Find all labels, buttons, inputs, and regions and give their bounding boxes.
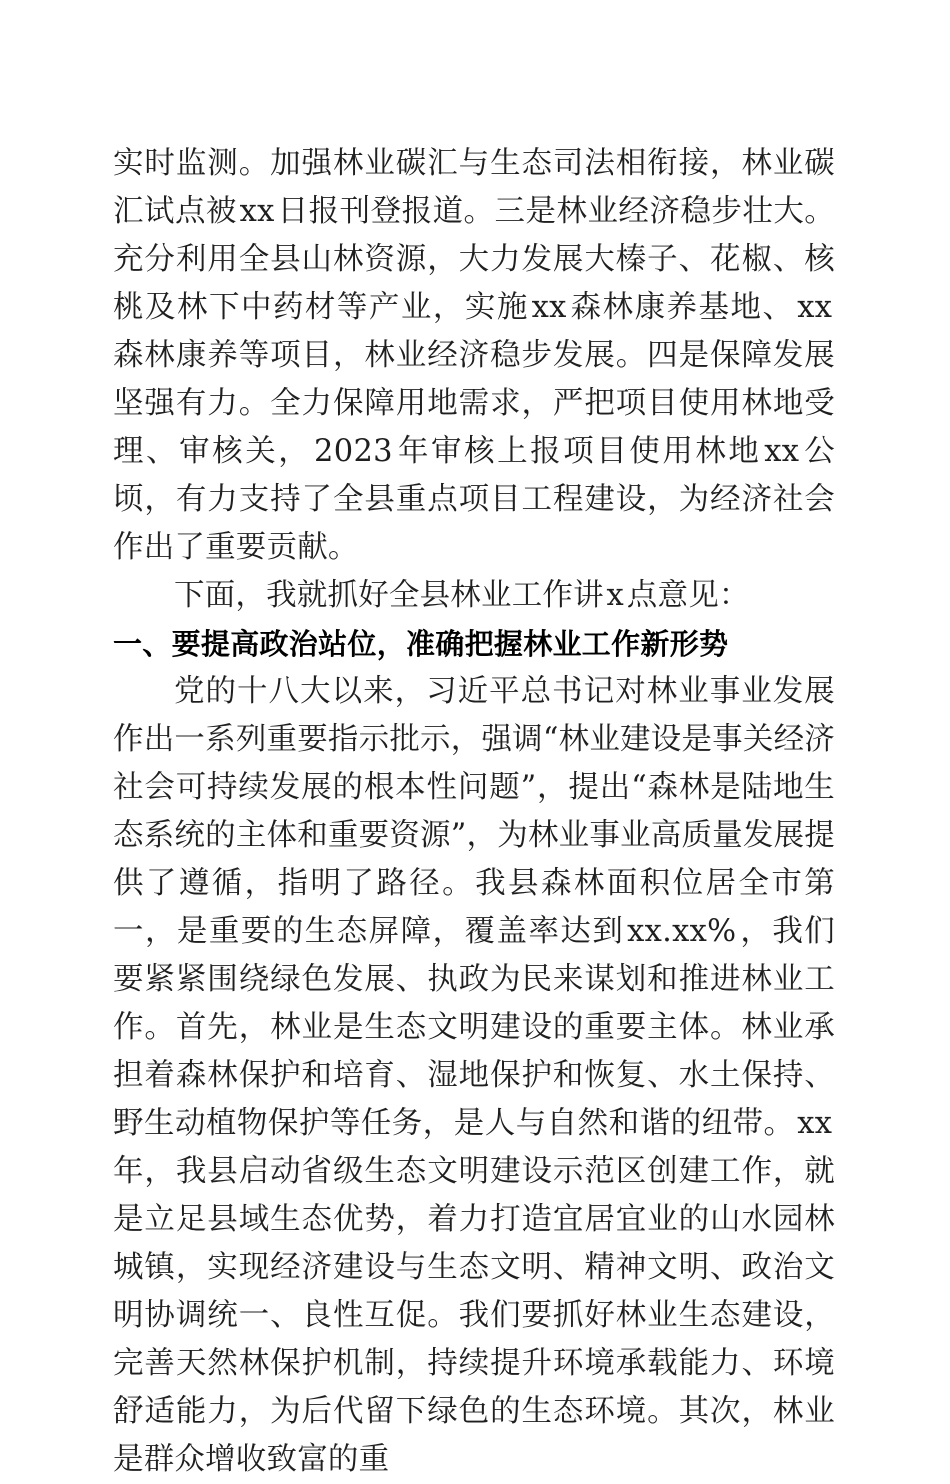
latin-run: xx.xx% bbox=[627, 914, 737, 949]
latin-run: xx bbox=[764, 434, 800, 469]
latin-run: xx bbox=[797, 1106, 833, 1141]
latin-run: xx bbox=[239, 194, 275, 229]
latin-run: 2023 bbox=[314, 434, 393, 469]
latin-run: xx bbox=[531, 290, 567, 325]
document-text-block bbox=[113, 140, 835, 1484]
heading-section-one: 一、要提高政治站位，准确把握林业工作新形势 bbox=[113, 627, 729, 661]
latin-run: xx bbox=[797, 290, 833, 325]
latin-run: x bbox=[606, 578, 625, 613]
paragraph-section-one-body: 党的十八大以来，习近平总书记对林业事业发展作出一系列重要指示批示，强调“林业建设是事关经济社会可持续发展的根本性问题”，提出“森林是陆地生态系统的主体和重要资源”，为林业事业高质量发展提供了遵循，指明了路径。我县森林面积位居全市第一，是重要的生态屏障，覆盖率达到xx.xx%，我们要紧紧围绕绿色发展、执政为民来谋划和推进林业工作。首先，林业是生态文明建设的重要主体。林业承担着森林保护和培育、湿地保护和恢复、水土保持、野生动植物保护等任务，是人与自然和谐的纽带。xx年，我县启动省级生态文明建设示范区创建工作，就是立足县域生态优势，着力打造宜居宜业的山水园林城镇，实现经济建设与生态文明、精神文明、政治文明协调统一、良性互促。我们要抓好林业生态建设，完善天然林保护机制，持续提升环境承载能力、环境舒适能力，为后代留下绿色的生态环境。其次，林业是群众增收致富的重 bbox=[113, 674, 835, 1477]
paragraph-transition-opinions: 下面，我就抓好全县林业工作讲x点意见： bbox=[174, 578, 750, 613]
paragraph-continuation-forestry-achievements: 实时监测。加强林业碳汇与生态司法相衔接，林业碳汇试点被xx日报刊登报道。三是林业经济稳步壮大。充分利用全县山林资源，大力发展大榛子、花椒、核桃及林下中药材等产业，实施xx森林康养基地、xx森林康养等项目，林业经济稳步发展。四是保障发展坚强有力。全力保障用地需求，严把项目使用林地受理、审核关，2023年审核上报项目使用林地xx公顷，有力支持了全县重点项目工程建设，为经济社会作出了重要贡献。 bbox=[113, 146, 836, 565]
